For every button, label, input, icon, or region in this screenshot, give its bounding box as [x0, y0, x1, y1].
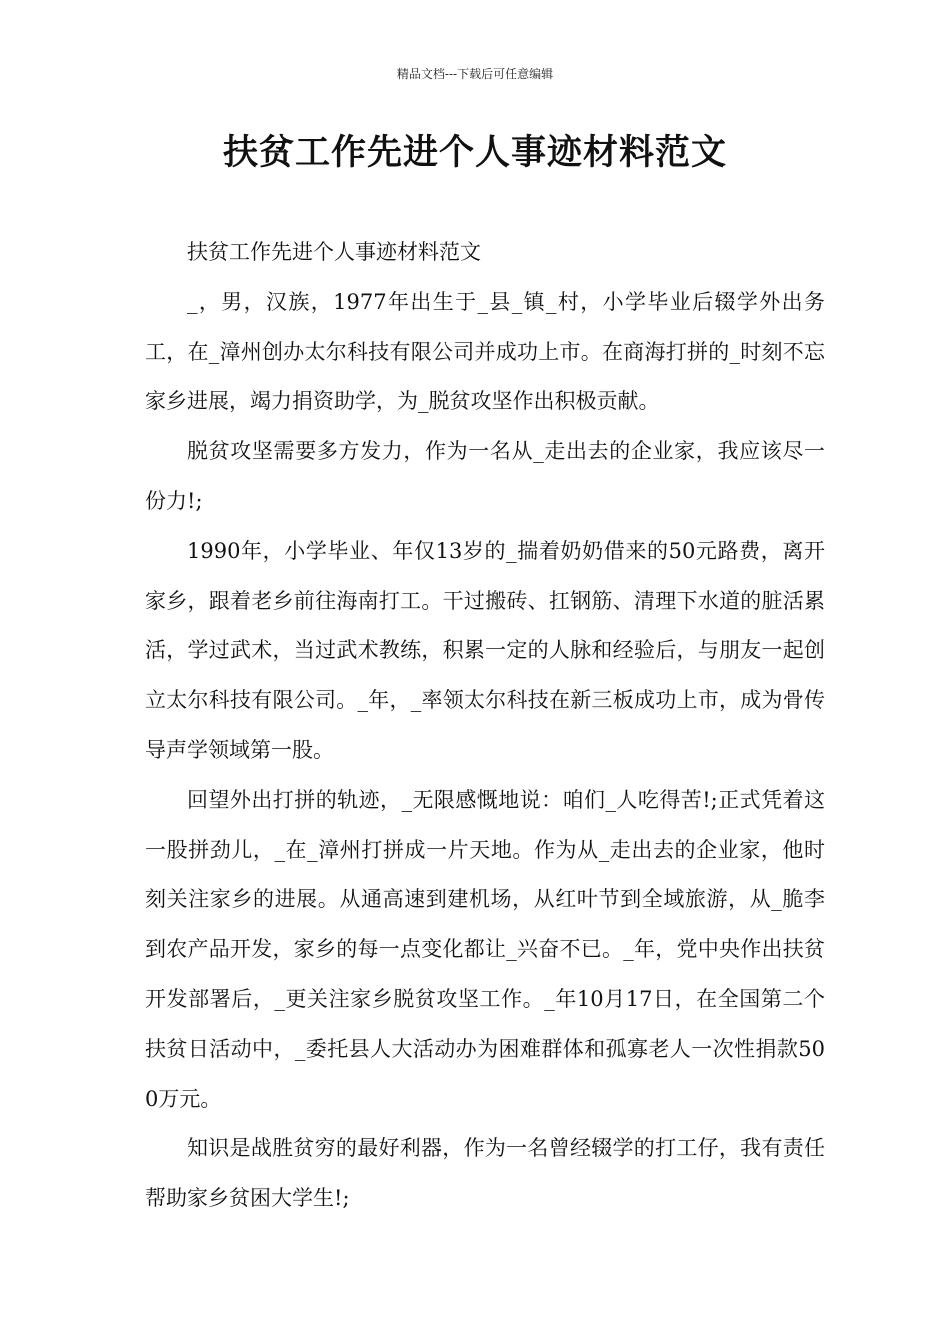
paragraph: 回望外出打拼的轨迹，_无限感慨地说：咱们_人吃得苦!;正式凭着这一股拼劲儿，_在_漳州打拼成一片天地。作为从_走出去的企业家，他时刻关注家乡的进展。从通高速到建机场，从红叶节到全域旅游，从_脆李到农产品开发，家乡的每一点变化都让_兴奋不已。_年，党中央作出扶贫开发部署后，_更关注家乡脱贫攻坚工作。_年10月17日，在全国第二个扶贫日活动中，_委托县人大活动办为困难群体和孤寡老人一次性捐款500万元。 — [145, 787, 825, 1111]
paragraph: 脱贫攻坚需要多方发力，作为一名从_走出去的企业家，我应该尽一份力!; — [145, 439, 825, 513]
paragraph: 1990年，小学毕业、年仅13岁的_揣着奶奶借来的50元路费，离开家乡，跟着老乡前往海南打工。干过搬砖、扛钢筋、清理下水道的脏活累活，学过武术，当过武术教练，积累一定的人脉和经验后，与朋友一起创立太尔科技有限公司。_年，_率领太尔科技在新三板成功上市，成为骨传导声学领域第一股。 — [145, 538, 825, 762]
paragraph: 扶贫工作先进个人事迹材料范文 — [187, 240, 481, 264]
document-body — [145, 228, 825, 1224]
paragraph: 知识是战胜贫穷的最好利器，作为一名曾经辍学的打工仔，我有责任帮助家乡贫困大学生!; — [145, 1136, 825, 1211]
document-title: 扶贫工作先进个人事迹材料范文 — [222, 132, 727, 173]
paragraph: _，男，汉族，1977年出生于_县_镇_村，小学毕业后辍学外出务工，在_漳州创办太尔科技有限公司并成功上市。在商海打拼的_时刻不忘家乡进展，竭力捐资助学，为_脱贫攻坚作出积极贡献。 — [145, 289, 825, 414]
header-note: 精品文档---下载后可任意编辑 — [396, 67, 554, 81]
